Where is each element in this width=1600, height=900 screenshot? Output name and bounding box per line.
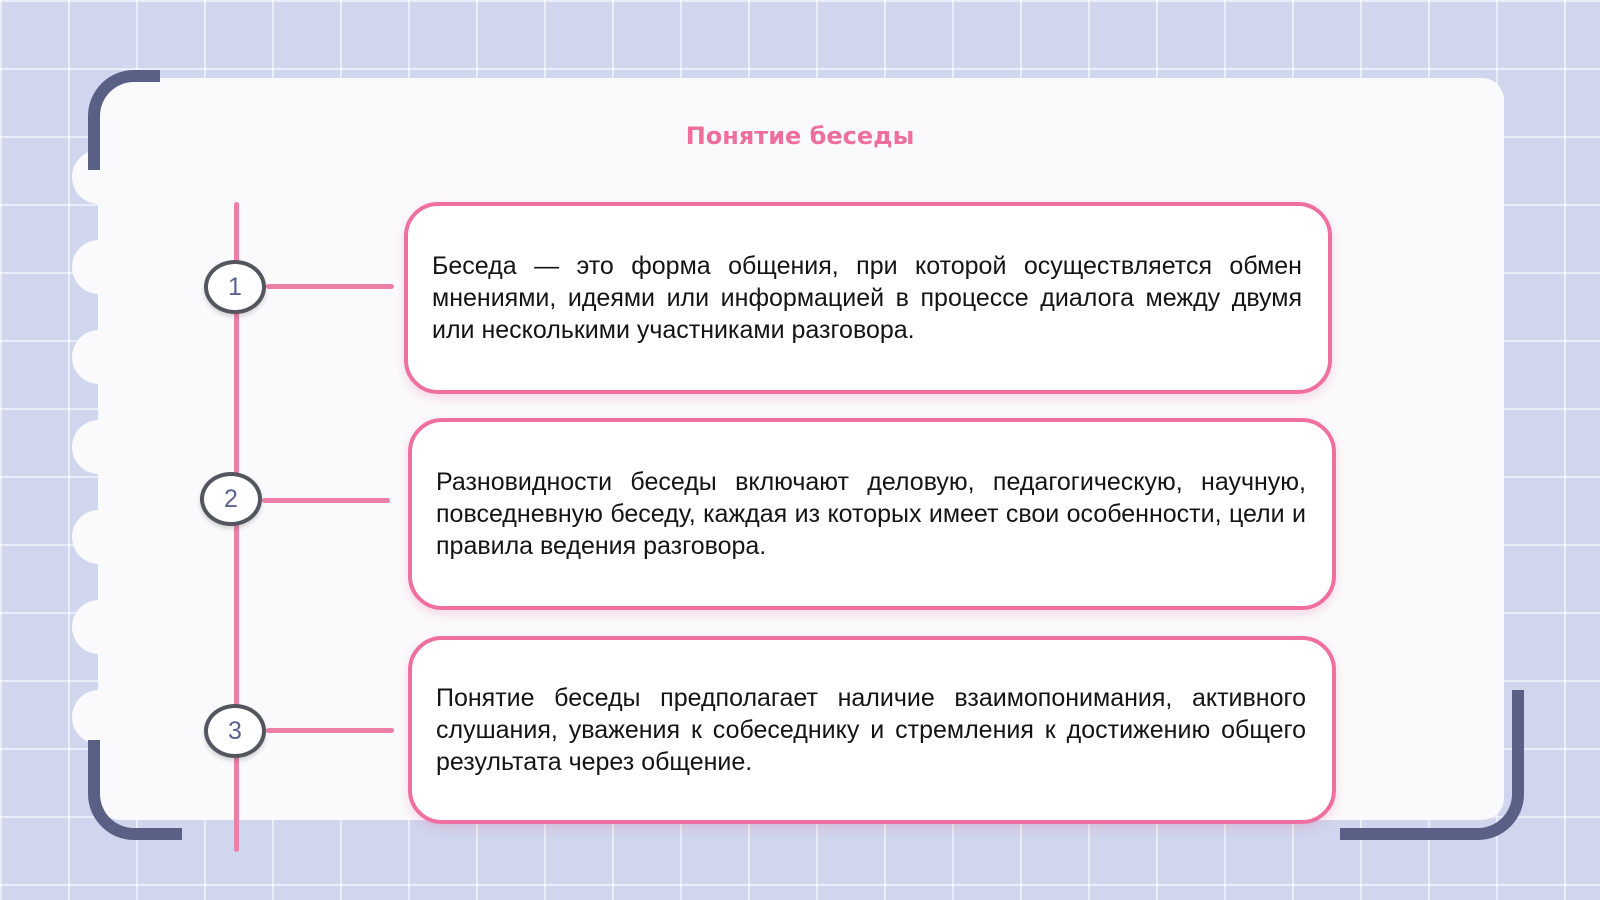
- step-2-number-badge: 2: [200, 472, 262, 526]
- sheet-scallop: [72, 240, 126, 294]
- sheet-scallop: [72, 600, 126, 654]
- step-1-card: [404, 202, 1332, 394]
- sheet-scallop: [72, 690, 126, 744]
- step-2-connector: [262, 498, 390, 503]
- step-1-number-badge: 1: [204, 260, 266, 314]
- slide-title: Понятие беседы: [685, 122, 915, 150]
- step-2-card: [408, 418, 1336, 610]
- sheet-scallop: [72, 510, 126, 564]
- corner-bracket-bottom-right: [1340, 690, 1524, 840]
- step-3-card: [408, 636, 1336, 824]
- sheet-scallop: [72, 330, 126, 384]
- step-1-connector: [266, 284, 394, 289]
- sheet-scallop: [72, 420, 126, 474]
- corner-bracket-top-left: [88, 70, 160, 170]
- step-3-number-badge: 3: [204, 704, 266, 758]
- step-3-connector: [266, 728, 394, 733]
- corner-bracket-bottom-left: [88, 740, 182, 840]
- step-2-text: Разновидности беседы включают деловую, педагогическую, научную, повседневную беседу, каждая из которых имеет свои особенности, цели и правила ведения разговора.: [436, 468, 1306, 560]
- step-1-text: Беседа — это форма общения, при которой осуществляется обмен мнениями, идеями или информацией в процессе диалога между двумя или несколькими участниками разговора.: [432, 252, 1302, 344]
- step-3-text: Понятие беседы предполагает наличие взаимопонимания, активного слушания, уважения к собеседнику и стремления к достижению общего результата через общение.: [436, 684, 1306, 776]
